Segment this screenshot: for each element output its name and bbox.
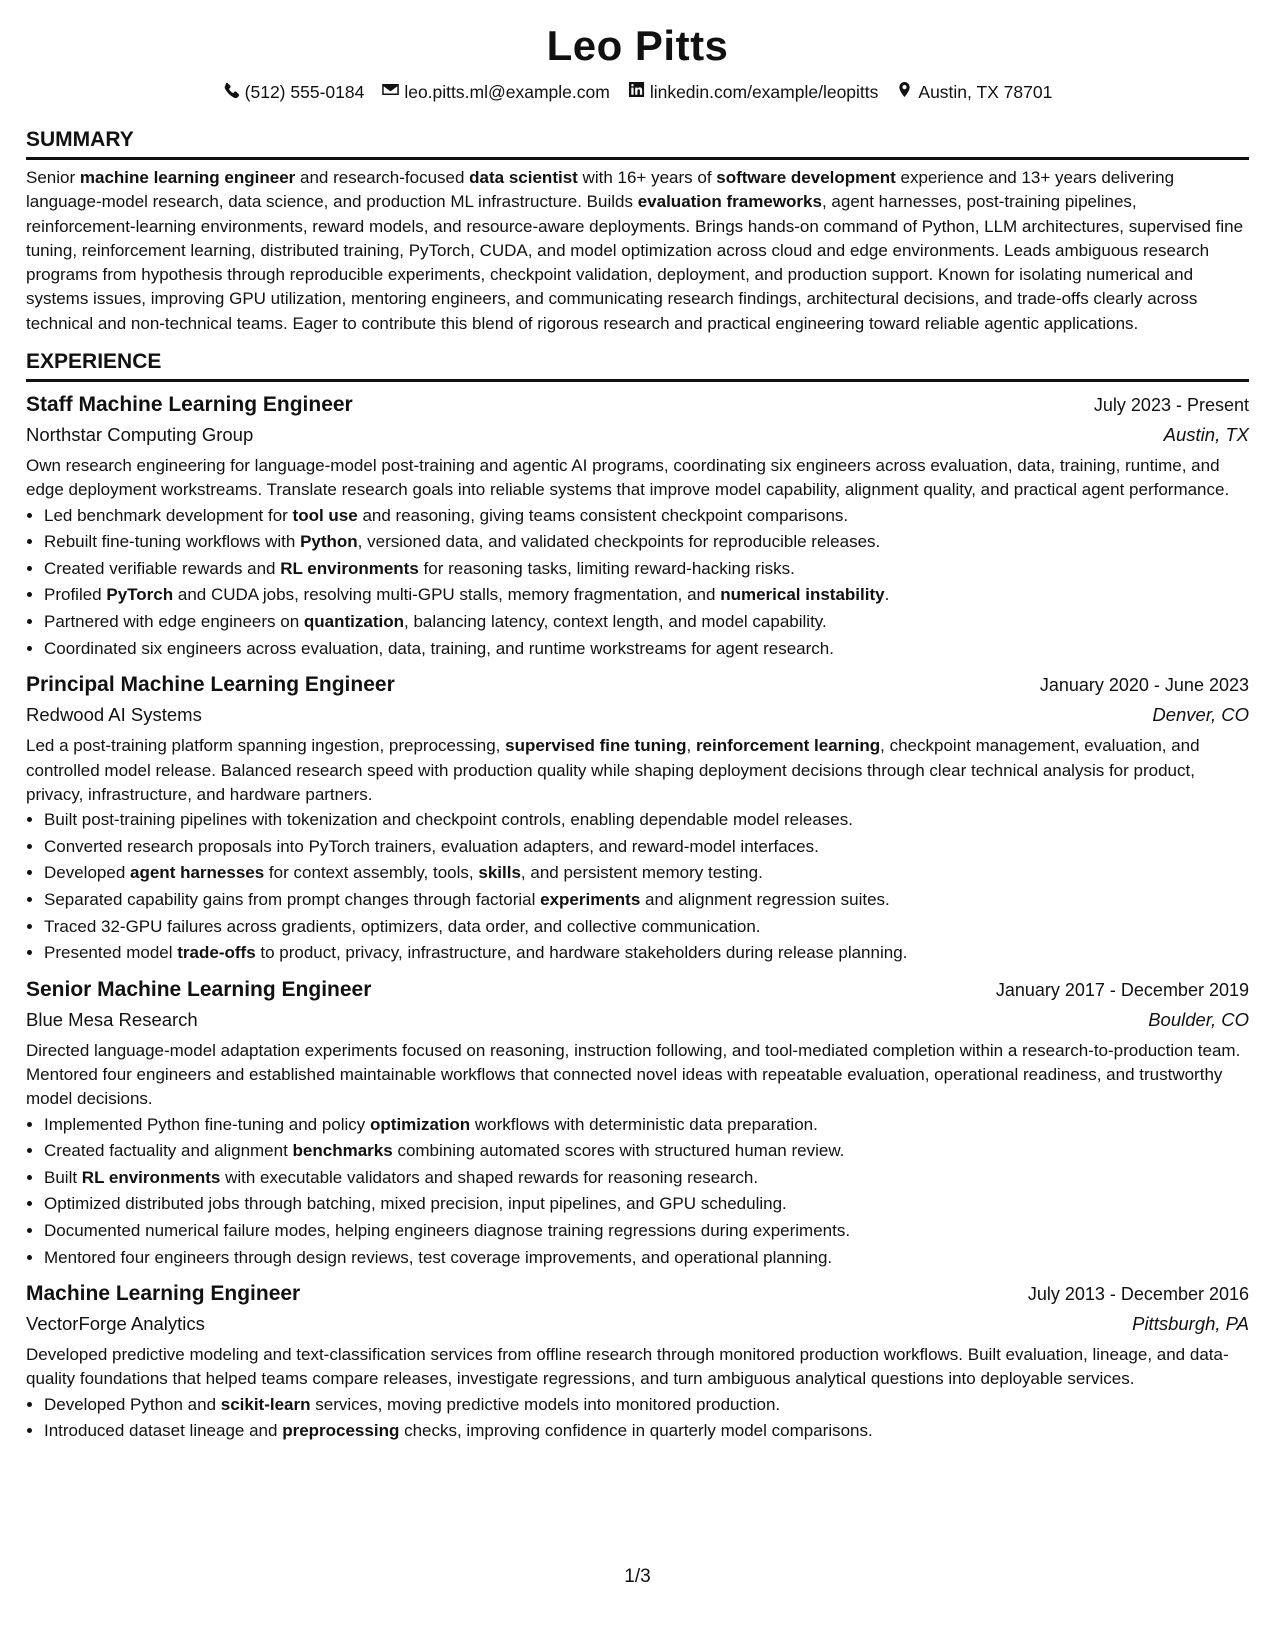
company-name: Redwood AI Systems	[26, 704, 202, 726]
experience-divider	[26, 379, 1249, 382]
candidate-name: Leo Pitts	[546, 22, 729, 69]
bullet-item	[44, 940, 1249, 967]
bullet-item	[44, 609, 1249, 636]
job-bullets	[26, 1392, 1249, 1445]
job-entry	[26, 1279, 1249, 1445]
summary-heading: SUMMARY	[26, 128, 134, 151]
bold-keyword: trade-offs	[177, 943, 256, 963]
bold-keyword: PyTorch	[106, 585, 174, 605]
bullet-item	[44, 1245, 1249, 1272]
bullet-item	[44, 1418, 1249, 1445]
bold-keyword: machine learning engineer	[79, 168, 296, 187]
contact-item[interactable]	[382, 80, 609, 104]
text-run: Partnered with edge engineers on	[44, 612, 304, 632]
bullet-item	[44, 503, 1249, 530]
bold-keyword: agent harnesses	[130, 863, 265, 883]
bold-keyword: evaluation frameworks	[637, 192, 822, 212]
bold-keyword: skills	[478, 863, 521, 883]
bullet-item	[44, 556, 1249, 583]
contact-bar	[26, 80, 1249, 104]
text-run: Mentored four engineers through design reviews, test coverage improvements, and operational planning.	[44, 1247, 833, 1267]
bold-keyword: scikit-learn	[220, 1394, 311, 1414]
linkedin-icon	[628, 80, 645, 104]
text-run: workflows with deterministic data preparation.	[470, 1114, 818, 1134]
job-header	[26, 975, 1249, 1005]
contact-text: linkedin.com/example/leopitts	[649, 82, 879, 102]
job-header	[26, 670, 1249, 700]
bullet-item	[44, 1392, 1249, 1419]
job-dates: July 2023 - Present	[1093, 395, 1249, 416]
job-description	[26, 454, 1249, 503]
text-run: Developed Python and	[44, 1394, 221, 1414]
text-run: Traced 32-GPU failures across gradients, optimizers, data order, and collective communication.	[44, 916, 761, 936]
company-name: VectorForge Analytics	[26, 1313, 205, 1335]
bold-keyword: RL environments	[280, 558, 419, 578]
text-run: Developed predictive modeling and text-classification services from offline research through monitored production workflows. Built evaluation, lineage, and data-quality foundations that helped teams compare releases, investigate regressions, and turn ambiguous analytical questions into deployable services.	[26, 1345, 1229, 1389]
text-run: ,	[686, 736, 696, 756]
job-subheader	[26, 1309, 1249, 1339]
job-location: Denver, CO	[1152, 704, 1249, 726]
job-bullets	[26, 1112, 1249, 1272]
location-pin-icon	[896, 80, 913, 104]
job-location: Austin, TX	[1163, 424, 1249, 446]
bold-keyword: numerical instability	[720, 585, 885, 605]
text-run: Introduced dataset lineage and	[44, 1421, 283, 1441]
bold-keyword: data scientist	[469, 168, 578, 187]
text-run: , versioned data, and validated checkpoints for reproducible releases.	[357, 532, 881, 552]
bold-keyword: reinforcement learning	[695, 736, 881, 756]
text-run: , balancing latency, context length, and model capability.	[404, 612, 827, 632]
bullet-item	[44, 1138, 1249, 1165]
text-run: , and persistent memory testing.	[520, 863, 763, 883]
summary-divider	[26, 157, 1249, 160]
contact-text: Austin, TX 78701	[918, 82, 1053, 102]
text-run: Documented numerical failure modes, helping engineers diagnose training regressions during experiments.	[44, 1220, 851, 1240]
text-run: , checkpoint management, evaluation, and controlled model release. Balanced research speed with production quality while shaping deployment decisions through clear technical analysis for product, privacy, infrastructure, and hardware partners.	[26, 736, 1200, 804]
job-dates: January 2017 - December 2019	[995, 979, 1249, 1000]
bullet-item	[44, 887, 1249, 914]
text-run: Converted research proposals into PyTorch trainers, evaluation adapters, and reward-model interfaces.	[44, 836, 819, 856]
company-name: Northstar Computing Group	[26, 424, 254, 446]
text-run: Profiled	[44, 585, 107, 605]
text-run: Led a post-training platform spanning ingestion, preprocessing,	[26, 736, 506, 756]
bullet-item	[44, 860, 1249, 887]
text-run: Led benchmark development for	[44, 505, 293, 525]
text-run: Built post-training pipelines with tokenization and checkpoint controls, enabling dependable model releases.	[44, 810, 853, 830]
text-run: Separated capability gains from prompt changes through factorial	[44, 889, 541, 909]
text-run: Developed	[44, 863, 131, 883]
text-run: Coordinated six engineers across evaluation, data, training, and runtime workstreams for agent research.	[44, 638, 834, 658]
text-run: Created factuality and alignment	[44, 1141, 293, 1161]
job-subheader	[26, 420, 1249, 450]
job-bullets	[26, 503, 1249, 663]
job-bullets	[26, 807, 1249, 967]
bold-keyword: RL environments	[81, 1167, 221, 1187]
bullet-item	[44, 1112, 1249, 1139]
resume-page	[26, 18, 1249, 1445]
contact-item	[223, 80, 365, 104]
job-description	[26, 1039, 1249, 1112]
bold-keyword: benchmarks	[292, 1141, 393, 1161]
bullet-item	[44, 1218, 1249, 1245]
summary-text	[26, 166, 1249, 336]
text-run: for context assembly, tools,	[264, 863, 479, 883]
bullet-item	[44, 807, 1249, 834]
bullet-item	[44, 1165, 1249, 1192]
text-run: with executable validators and shaped rewards for reasoning research.	[220, 1167, 759, 1187]
contact-item[interactable]	[628, 80, 879, 104]
bold-keyword: experiments	[540, 889, 641, 909]
bold-keyword: software development	[716, 168, 896, 187]
job-title: Principal Machine Learning Engineer	[26, 673, 395, 697]
job-description	[26, 1343, 1249, 1392]
text-run: Rebuilt fine-tuning workflows with	[44, 532, 301, 552]
text-run: and reasoning, giving teams consistent checkpoint comparisons.	[357, 505, 849, 525]
bold-keyword: optimization	[370, 1114, 471, 1134]
text-run: services, moving predictive models into monitored production.	[310, 1394, 781, 1414]
bold-keyword: quantization	[303, 612, 405, 632]
contact-item[interactable]	[896, 80, 1052, 104]
experience-heading: EXPERIENCE	[26, 350, 162, 374]
text-run: Optimized distributed jobs through batching, mixed precision, input pipelines, and GPU scheduling.	[44, 1194, 787, 1214]
bullet-item	[44, 529, 1249, 556]
job-title: Machine Learning Engineer	[26, 1282, 301, 1306]
text-run: Own research engineering for language-model post-training and agentic AI programs, coordinating six engineers across evaluation, data, training, runtime, and edge deployment workstreams. Translate research goals into reliable systems that improve model capability, alignment quality, and practical agent performance.	[26, 456, 1230, 500]
job-location: Pittsburgh, PA	[1132, 1313, 1249, 1335]
envelope-icon	[382, 80, 399, 104]
bullet-item	[44, 636, 1249, 663]
text-run: Presented model	[44, 943, 178, 963]
page-number: 1/3	[624, 1566, 651, 1587]
text-run: Senior	[26, 168, 80, 187]
job-header	[26, 390, 1249, 420]
job-location: Boulder, CO	[1148, 1008, 1249, 1030]
bold-keyword: supervised fine tuning	[505, 736, 687, 756]
bullet-item	[44, 1191, 1249, 1218]
job-dates: July 2013 - December 2016	[1027, 1284, 1249, 1305]
text-run: and research-focused	[295, 168, 470, 187]
job-entry	[26, 670, 1249, 966]
text-run: and CUDA jobs, resolving multi-GPU stalls, memory fragmentation, and	[173, 585, 721, 605]
job-subheader	[26, 1005, 1249, 1035]
job-title: Senior Machine Learning Engineer	[26, 977, 372, 1001]
text-run: , agent harnesses, post-training pipelines, reinforcement-learning environments, reward models, and resource-aware deployments. Brings hands-on command of Python, LLM architectures, supervised fine tuning, reinforcement learning, distributed training, PyTorch, CUDA, and model optimization across cloud and edge environments. Leads ambiguous research programs from hypothesis through reproducible experiments, checkpoint validation, deployment, and production support. Known for isolating numerical and systems issues, improving GPU utilization, mentoring engineers, and communicating research findings, architectural decisions, and trade-offs clearly across technical and non-technical teams. Eager to contribute this blend of rigorous research and practical engineering toward reliable agentic applications.	[26, 192, 1244, 333]
contact-text: leo.pitts.ml@example.com	[404, 82, 610, 102]
bullet-item	[44, 914, 1249, 941]
phone-icon	[223, 80, 240, 104]
bold-keyword: tool use	[292, 505, 358, 525]
text-run: checks, improving confidence in quarterly model comparisons.	[399, 1421, 873, 1441]
job-header	[26, 1279, 1249, 1309]
text-run: with 16+ years of	[577, 168, 717, 187]
company-name: Blue Mesa Research	[26, 1008, 198, 1030]
text-run: and alignment regression suites.	[640, 889, 890, 909]
job-subheader	[26, 700, 1249, 730]
text-run: .	[884, 585, 890, 605]
text-run: combining automated scores with structured human review.	[392, 1141, 845, 1161]
job-entry	[26, 390, 1249, 662]
contact-text: (512) 555-0184	[244, 82, 365, 102]
text-run: experience and 13+ years delivering language-model research, data science, and production ML infrastructure. Builds	[26, 168, 1175, 212]
text-run: for reasoning tasks, limiting reward-hacking risks.	[418, 558, 795, 578]
job-dates: January 2020 - June 2023	[1039, 675, 1249, 696]
text-run: Directed language-model adaptation experiments focused on reasoning, instruction following, and tool-mediated completion within a research-to-production team. Mentored four engineers and established maintainable workflows that connected novel ideas with repeatable evaluation, operational readiness, and trustworthy model decisions.	[26, 1040, 1241, 1109]
experience-list	[26, 390, 1249, 1445]
job-entry	[26, 975, 1249, 1271]
bullet-item	[44, 582, 1249, 609]
bold-keyword: Python	[300, 532, 358, 552]
job-description	[26, 734, 1249, 807]
text-run: Built	[44, 1167, 82, 1187]
text-run: Created verifiable rewards and	[44, 558, 281, 578]
bullet-item	[44, 834, 1249, 861]
job-title: Staff Machine Learning Engineer	[26, 393, 353, 417]
text-run: to product, privacy, infrastructure, and hardware stakeholders during release planning.	[255, 943, 908, 963]
text-run: Implemented Python fine-tuning and policy	[44, 1114, 371, 1134]
bold-keyword: preprocessing	[282, 1421, 400, 1441]
